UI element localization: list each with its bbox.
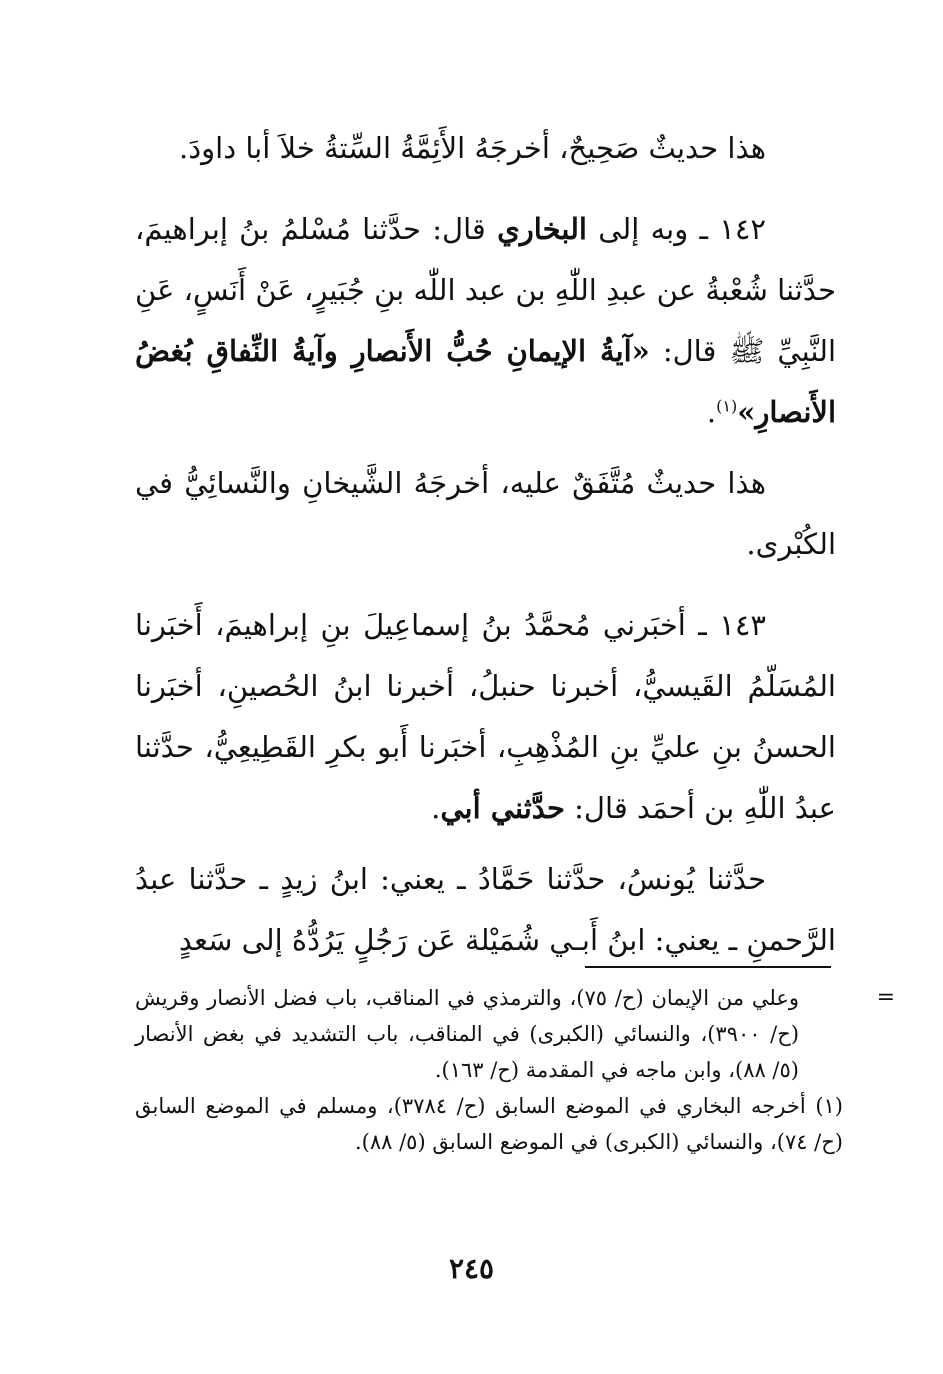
paragraph-hadith-142-grading: هذا حديثٌ مُتَّفَقٌ عليه، أخرجَهُ الشَّيخانِ والنَّسائِيُّ في الكُبْرى. (135, 466, 836, 561)
footnote-separator (585, 966, 831, 968)
paragraph-hadith-142 (135, 199, 836, 443)
hadith-142-source: البخاري (497, 212, 587, 246)
paragraph-hadith-143 (135, 595, 836, 839)
main-text (135, 118, 836, 971)
footnote-1 (135, 1088, 843, 1160)
paragraph-hadith-143-chain-continued: حدَّثنا يُونسُ، حدَّثنا حَمَّادُ ـ يعني: ابنُ زيدٍ ـ حدَّثنا عبدُ الرَّحمنِ ـ يعني: ابنُ أَبـي شُمَيْلة عَن رَجُلٍ يَرُدُّهُ إلى سَعدٍ (135, 862, 836, 957)
hadith-142-number: ١٤٢ ـ وبه إلى (598, 212, 767, 246)
footnote-continued-text: وعلي من الإيمان (ح/ ٧٥)، والترمذي في المناقب، باب فضل الأنصار وقريش (ح/ ٣٩٠٠)، والنسائي (الكبرى) في المناقب، باب التشديد في بغض الأنصار (٥/ ٨٨)، وابن ماجه في المقدمة (ح/ ١٦٣). (135, 986, 800, 1082)
hadith-143-bold: حدَّثني أبي (440, 791, 565, 825)
hadith-142-end: . (706, 395, 717, 429)
footnote-ref-1[interactable]: (١) (716, 396, 738, 416)
paragraph-hadith-141-grading: هذا حديثٌ صَحِيحٌ، أخرجَهُ الأَئِمَّةُ السِّتةُ خلاَ أبا داودَ. (179, 131, 766, 165)
hadith-142-chain: قال: حدَّثنا مُسْلمُ بنُ إبراهيمَ، حدَّثنا شُعْبةُ عن عبدِ اللّٰهِ بن عبد اللّٰه بنِ جُبَيرٍ، عَنْ أَنَسٍ، عَنِ النَّبِيِّ ﷺ قال: (135, 212, 837, 368)
footnote-1-text: أخرجه البخاري في الموضع السابق (ح/ ٣٧٨٤)، ومسلم في الموضع السابق (ح/ ٧٤)، والنسائي (الكبرى) في الموضع السابق (٥/ ٨٨). (135, 1094, 843, 1154)
footnote-continued (135, 980, 895, 1088)
hadith-142-quote: «آيةُ الإيمانِ حُبُّ الأَنصارِ وآيةُ النِّفاقِ بُغضُ الأَنصارِ» (135, 334, 836, 429)
footnotes (135, 980, 895, 1160)
hadith-143-chain: ١٤٣ ـ أخبَرني مُحمَّدُ بنُ إسماعِيلَ بنِ إبراهيمَ، أَخبَرنا المُسَلّمُ القَيسيُّ، أخبرنا حنبلُ، أخبرنا ابنُ الحُصينِ، أخبَرنا الحسنُ بنِ عليِّ بنِ المُذْهِبِ، أخبَرنا أَبو بكرِ القَطِيعِيُّ، حدَّثنا عبدُ اللّٰهِ بن أحمَد قال: (135, 608, 836, 825)
page-number: ٢٤٥ (448, 1252, 495, 1285)
hadith-143-end: . (431, 791, 441, 825)
footnote-1-number: (١) (815, 1094, 843, 1118)
continuation-mark: = (876, 985, 895, 1010)
